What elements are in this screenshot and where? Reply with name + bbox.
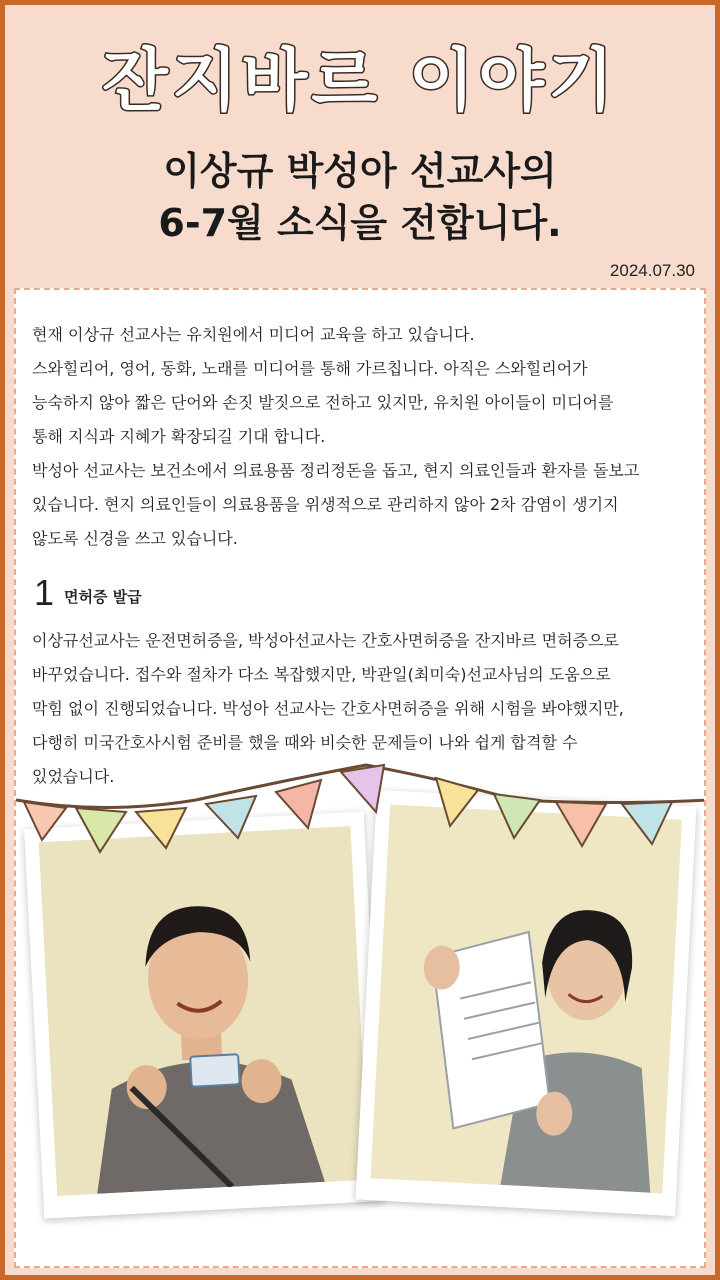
intro-line: 능숙하지 않아 짧은 단어와 손짓 발짓으로 전하고 있지만, 유치원 아이들이 미디어를 xyxy=(32,393,614,412)
intro-line: 통해 지식과 지혜가 확장되길 기대 합니다. xyxy=(32,427,326,446)
subtitle-line-1: 이상규 박성아 선교사의 xyxy=(163,149,557,193)
section-number: 1 xyxy=(34,572,55,613)
intro-line: 현재 이상규 선교사는 유치원에서 미디어 교육을 하고 있습니다. xyxy=(32,325,475,344)
subtitle-line-2: 6-7월 소식을 전합니다. xyxy=(158,201,562,245)
publish-date: 2024.07.30 xyxy=(609,261,695,280)
section-line: 다행히 미국간호사시험 준비를 했을 때와 비슷한 문제들이 나와 쉽게 합격할 수 xyxy=(32,733,578,752)
header xyxy=(5,5,715,285)
intro-line: 않도록 신경을 쓰고 있습니다. xyxy=(32,529,238,548)
page-subtitle xyxy=(5,145,715,249)
photo-man-with-license xyxy=(39,826,369,1196)
section-line: 이상규선교사는 운전면허증을, 박성아선교사는 간호사면허증을 잔지바르 면허증으로 xyxy=(32,631,619,650)
page-title: 잔지바르 이야기 xyxy=(102,42,618,121)
intro-line: 있습니다. 현지 의료인들이 의료용품을 위생적으로 관리하지 않아 2차 감염이 생기지 xyxy=(32,495,619,514)
content-card xyxy=(14,288,706,1268)
intro-line: 박성아 선교사는 보건소에서 의료용품 정리정돈을 돕고, 현지 의료인들과 환자를 돌보고 xyxy=(32,461,640,480)
section-title: 면허증 발급 xyxy=(64,588,142,606)
section-line: 바꾸었습니다. 접수와 절차가 다소 복잡했지만, 박관일(최미숙)선교사님의 도움으로 xyxy=(32,665,611,684)
photo-area xyxy=(16,760,706,1268)
bunting-decoration xyxy=(16,760,706,880)
section-line: 막힘 없이 진행되었습니다. 박성아 선교사는 간호사면허증을 위해 시험을 봐야했지만, xyxy=(32,699,624,718)
intro-paragraph xyxy=(32,318,692,556)
man-illustration xyxy=(39,826,369,1196)
intro-line: 스와힐리어, 영어, 동화, 노래를 미디어를 통해 가르칩니다. 아직은 스와힐리어가 xyxy=(32,359,588,378)
section-line: 있었습니다. xyxy=(32,767,115,786)
